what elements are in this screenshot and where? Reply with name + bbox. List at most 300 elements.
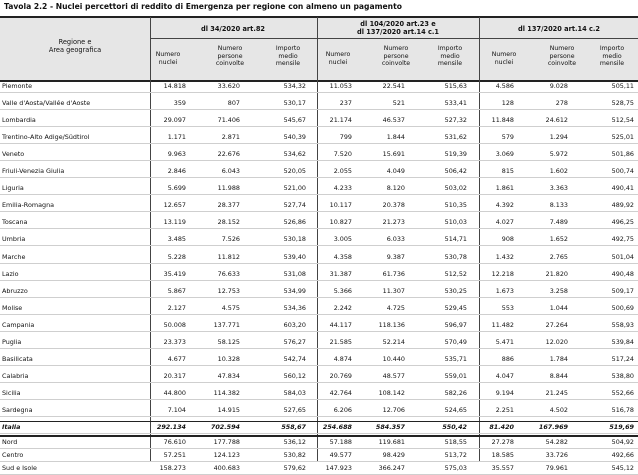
value-cell: 500,69: [611, 303, 634, 312]
value-cell: 237: [339, 99, 352, 108]
subheader-col-3-line2: medio: [278, 52, 298, 60]
row-separator: [0, 160, 638, 161]
row-separator: [0, 448, 638, 449]
value-cell: 366.247: [378, 464, 405, 472]
header-group-2-line2: dl 137/2020 art.14 c.1: [357, 28, 439, 36]
value-cell: 505,11: [611, 82, 634, 90]
subheader-col-1: [138, 51, 198, 66]
value-cell: 510,03: [444, 218, 467, 227]
value-cell: 527,74: [283, 201, 306, 210]
value-cell: 2.242: [333, 303, 352, 312]
value-cell: 13.119: [163, 218, 186, 227]
value-cell: 1.784: [549, 354, 568, 363]
value-cell: 98.429: [382, 451, 405, 459]
value-cell: 534,32: [283, 82, 306, 90]
value-cell: 5.699: [167, 184, 186, 193]
value-cell: 11.988: [217, 184, 240, 193]
region-label: Centro: [2, 451, 24, 459]
value-cell: 540,39: [283, 133, 306, 142]
subheader-col-2-line2: persone: [217, 52, 243, 60]
value-cell: 582,26: [444, 388, 467, 397]
value-cell: 530,18: [283, 235, 306, 244]
value-cell: 48.577: [382, 371, 405, 380]
value-cell: 539,40: [283, 252, 306, 261]
value-cell: 124.123: [213, 451, 240, 459]
subheader-col-7: [474, 51, 534, 66]
subheader-col-7-line2: nuclei: [494, 58, 514, 66]
subheader-col-5: [366, 45, 426, 68]
value-cell: 15.691: [382, 150, 405, 159]
value-cell: 504,92: [611, 438, 634, 446]
value-cell: 545,12: [611, 464, 634, 472]
value-cell: 2.765: [549, 252, 568, 261]
value-cell: 14.818: [163, 82, 186, 90]
value-cell: 559,01: [444, 371, 467, 380]
subheader-col-3-line3: mensile: [275, 60, 301, 68]
value-cell: 489,92: [611, 201, 634, 210]
subheader-col-9-line3: mensile: [599, 60, 625, 68]
region-label: Lazio: [2, 269, 19, 278]
value-cell: 515,63: [444, 82, 467, 90]
value-cell: 510,35: [444, 201, 467, 210]
value-cell: 4.027: [495, 218, 514, 227]
value-cell: 52.214: [382, 337, 405, 346]
value-cell: 147.923: [325, 464, 352, 472]
subheader-col-2-line3: coinvolte: [215, 60, 245, 68]
value-cell: 22.541: [382, 82, 405, 90]
header-region-line2: Area geografica: [48, 46, 102, 54]
value-cell: 7.104: [167, 405, 186, 414]
value-cell: 501,86: [611, 150, 634, 159]
value-cell: 177.788: [213, 438, 240, 446]
region-label: Piemonte: [2, 82, 33, 90]
header-region: [0, 38, 150, 54]
value-cell: 167.969: [538, 423, 568, 431]
value-cell: 21.245: [545, 388, 568, 397]
value-cell: 20.769: [329, 371, 352, 380]
row-separator: [0, 433, 638, 434]
value-cell: 11.812: [217, 252, 240, 261]
region-label: Emilia-Romagna: [2, 201, 55, 210]
value-cell: 519,39: [444, 150, 467, 159]
value-cell: 35.557: [491, 464, 514, 472]
value-cell: 21.585: [329, 337, 352, 346]
value-cell: 596,97: [444, 320, 467, 329]
row-separator: [0, 331, 638, 332]
region-label: Sardegna: [2, 405, 33, 414]
value-cell: 3.363: [549, 184, 568, 193]
value-cell: 513,72: [444, 451, 467, 459]
value-cell: 9.387: [386, 252, 405, 261]
value-cell: 506,42: [444, 167, 467, 176]
value-cell: 527,32: [444, 116, 467, 125]
value-cell: 11.848: [491, 116, 514, 125]
value-cell: 71.406: [217, 116, 240, 125]
value-cell: 520,05: [283, 167, 306, 176]
row-separator: [0, 280, 638, 281]
value-cell: 535,71: [444, 354, 467, 363]
value-cell: 2.251: [495, 405, 514, 414]
subheader-col-1-line2: nuclei: [158, 58, 178, 66]
region-label: Lombardia: [2, 116, 36, 125]
value-cell: 7.526: [221, 235, 240, 244]
value-cell: 114.382: [213, 388, 240, 397]
value-cell: 2.055: [333, 167, 352, 176]
region-label: Nord: [2, 438, 18, 446]
value-cell: 119.681: [378, 438, 405, 446]
row-separator: [0, 263, 638, 264]
region-label: Veneto: [2, 150, 25, 159]
region-label: Sud e Isole: [2, 464, 37, 472]
value-cell: 538,80: [611, 371, 634, 380]
value-cell: 58.125: [217, 337, 240, 346]
row-separator: [0, 245, 638, 246]
value-cell: 49.577: [329, 451, 352, 459]
value-cell: 14.915: [217, 405, 240, 414]
row-separator: [0, 109, 638, 110]
value-cell: 530,17: [283, 99, 306, 108]
row-separator: [0, 194, 638, 195]
value-cell: 530,78: [444, 252, 467, 261]
value-cell: 47.834: [217, 371, 240, 380]
value-cell: 28.152: [217, 218, 240, 227]
region-label: Friuli-Venezia Giulia: [2, 167, 65, 176]
header-group-3: [480, 25, 638, 33]
value-cell: 46.537: [382, 116, 405, 125]
value-cell: 33.726: [545, 451, 568, 459]
value-cell: 31.387: [329, 269, 352, 278]
subheader-col-8-line1: Numero: [549, 45, 575, 52]
subheader-col-1-line1: Numero: [155, 51, 181, 58]
header-group-2-line1: dl 104/2020 art.23 e: [360, 20, 436, 28]
subheader-col-2: [200, 45, 260, 68]
value-cell: 10.827: [329, 218, 352, 227]
subheader-col-9-line2: medio: [602, 52, 622, 60]
value-cell: 11.482: [491, 320, 514, 329]
value-cell: 799: [339, 133, 352, 142]
value-cell: 54.282: [545, 438, 568, 446]
value-cell: 23.373: [163, 337, 186, 346]
value-cell: 4.502: [549, 405, 568, 414]
value-cell: 254.688: [322, 423, 352, 431]
value-cell: 21.273: [382, 218, 405, 227]
region-label: Valle d'Aosta/Vallée d'Aoste: [2, 99, 91, 108]
value-cell: 2.871: [221, 133, 240, 142]
value-cell: 6.206: [333, 405, 352, 414]
value-cell: 10.440: [382, 354, 405, 363]
value-cell: 512,54: [611, 116, 634, 125]
value-cell: 44.800: [163, 388, 186, 397]
value-cell: 21.820: [545, 269, 568, 278]
value-cell: 6.043: [221, 167, 240, 176]
value-cell: 534,36: [283, 303, 306, 312]
subheader-col-5-line3: coinvolte: [381, 60, 411, 68]
row-separator: [0, 143, 638, 144]
region-label: Puglia: [2, 337, 22, 346]
subheader-col-6-line3: mensile: [437, 60, 463, 68]
region-label: Marche: [2, 252, 26, 261]
value-cell: 4.233: [333, 184, 352, 193]
value-cell: 12.706: [382, 405, 405, 414]
region-label: Umbria: [2, 235, 26, 244]
region-label: Basilicata: [2, 354, 33, 363]
value-cell: 534,62: [283, 150, 306, 159]
value-cell: 5.972: [549, 150, 568, 159]
value-cell: 76.610: [163, 438, 186, 446]
value-cell: 1.602: [549, 167, 568, 176]
subheader-col-4-line2: nuclei: [328, 58, 348, 66]
subheader-col-5-line2: persone: [383, 52, 409, 60]
value-cell: 509,17: [611, 286, 634, 295]
value-cell: 6.033: [386, 235, 405, 244]
value-cell: 76.633: [217, 269, 240, 278]
region-label: Toscana: [2, 218, 28, 227]
header-group-3-line1: dl 137/2020 art.14 c.2: [518, 25, 600, 33]
value-cell: 558,67: [281, 423, 306, 431]
value-cell: 492,75: [611, 235, 634, 244]
value-cell: 558,93: [611, 320, 634, 329]
value-cell: 1.044: [549, 303, 568, 312]
value-cell: 359: [173, 99, 186, 108]
value-cell: 512,52: [444, 269, 467, 278]
value-cell: 57.188: [329, 438, 352, 446]
row-separator: [0, 211, 638, 212]
value-cell: 27.278: [491, 438, 514, 446]
value-cell: 50.008: [163, 320, 186, 329]
subheader-col-9: [582, 45, 638, 68]
value-cell: 526,86: [283, 218, 306, 227]
row-separator: [0, 297, 638, 298]
header-region-line1: Regione e: [58, 38, 92, 46]
value-cell: 27.264: [545, 320, 568, 329]
value-cell: 521,00: [283, 184, 306, 193]
value-cell: 29.097: [163, 116, 186, 125]
region-label: Campania: [2, 320, 35, 329]
value-cell: 503,02: [444, 184, 467, 193]
value-cell: 552,66: [611, 388, 634, 397]
value-cell: 534,99: [283, 286, 306, 295]
value-cell: 490,41: [611, 184, 634, 193]
value-cell: 1.844: [386, 133, 405, 142]
value-cell: 33.620: [217, 82, 240, 90]
value-cell: 28.377: [217, 201, 240, 210]
value-cell: 519,69: [609, 423, 634, 431]
row-separator: [0, 177, 638, 178]
subheader-col-6-line2: medio: [440, 52, 460, 60]
value-cell: 886: [501, 354, 514, 363]
value-cell: 527,65: [283, 405, 306, 414]
value-cell: 57.251: [163, 451, 186, 459]
value-cell: 2.127: [167, 303, 186, 312]
value-cell: 18.585: [491, 451, 514, 459]
row-separator: [0, 416, 638, 417]
value-cell: 807: [227, 99, 240, 108]
value-cell: 4.586: [495, 82, 514, 90]
value-cell: 492,66: [611, 451, 634, 459]
value-cell: 20.378: [382, 201, 405, 210]
value-cell: 11.053: [329, 82, 352, 90]
subheader-col-6-line1: Importo: [437, 45, 463, 52]
value-cell: 128: [501, 99, 514, 108]
value-cell: 278: [555, 99, 568, 108]
value-cell: 4.677: [167, 354, 186, 363]
value-cell: 514,71: [444, 235, 467, 244]
value-cell: 525,01: [611, 133, 634, 142]
value-cell: 12.657: [163, 201, 186, 210]
value-cell: 24.612: [545, 116, 568, 125]
value-cell: 35.419: [163, 269, 186, 278]
value-cell: 5.366: [333, 286, 352, 295]
value-cell: 576,27: [283, 337, 306, 346]
subheader-col-7-line1: Numero: [491, 51, 517, 58]
value-cell: 7.520: [333, 150, 352, 159]
subheader-col-3-line1: Importo: [275, 45, 301, 52]
value-cell: 7.489: [549, 218, 568, 227]
value-cell: 10.328: [217, 354, 240, 363]
region-label: Sicilia: [2, 388, 21, 397]
value-cell: 4.047: [495, 371, 514, 380]
value-cell: 12.218: [491, 269, 514, 278]
value-cell: 12.753: [217, 286, 240, 295]
value-cell: 3.485: [167, 235, 186, 244]
value-cell: 1.432: [495, 252, 514, 261]
value-cell: 560,12: [283, 371, 306, 380]
row-separator: [0, 92, 638, 93]
value-cell: 908: [501, 235, 514, 244]
value-cell: 400.683: [213, 464, 240, 472]
row-separator: [0, 228, 638, 229]
value-cell: 584,03: [283, 388, 306, 397]
value-cell: 1.294: [549, 133, 568, 142]
subheader-col-8-line2: persone: [549, 52, 575, 60]
row-separator: [0, 399, 638, 400]
value-cell: 539,84: [611, 337, 634, 346]
subheader-col-6: [420, 45, 480, 68]
header-group-1-line1: dl 34/2020 art.82: [200, 25, 266, 33]
value-cell: 3.258: [549, 286, 568, 295]
value-cell: 570,49: [444, 337, 467, 346]
value-cell: 496,25: [611, 218, 634, 227]
value-cell: 815: [501, 167, 514, 176]
value-cell: 530,82: [283, 451, 306, 459]
value-cell: 4.575: [221, 303, 240, 312]
subheader-col-2-line1: Numero: [217, 45, 243, 52]
value-cell: 3.005: [333, 235, 352, 244]
value-cell: 4.358: [333, 252, 352, 261]
value-cell: 158.273: [159, 464, 186, 472]
value-cell: 500,74: [611, 167, 634, 176]
value-cell: 1.171: [167, 133, 186, 142]
header-group-2: [318, 20, 478, 36]
value-cell: 521: [392, 99, 405, 108]
value-cell: 545,67: [283, 116, 306, 125]
subheader-col-5-line1: Numero: [383, 45, 409, 52]
value-cell: 21.174: [329, 116, 352, 125]
value-cell: 292.134: [156, 423, 186, 431]
value-cell: 1.652: [549, 235, 568, 244]
row-separator: [0, 365, 638, 366]
region-label: Abruzzo: [2, 286, 28, 295]
value-cell: 517,24: [611, 354, 634, 363]
subheader-col-9-line1: Importo: [599, 45, 625, 52]
value-cell: 490,48: [611, 269, 634, 278]
row-separator: [0, 382, 638, 383]
value-cell: 1.673: [495, 286, 514, 295]
value-cell: 536,12: [283, 438, 306, 446]
value-cell: 5.228: [167, 252, 186, 261]
value-cell: 530,25: [444, 286, 467, 295]
value-cell: 553: [501, 303, 514, 312]
value-cell: 702.594: [210, 423, 240, 431]
value-cell: 81.420: [489, 423, 514, 431]
value-cell: 9.028: [549, 82, 568, 90]
value-cell: 79.961: [545, 464, 568, 472]
value-cell: 9.194: [495, 388, 514, 397]
value-cell: 550,42: [442, 423, 467, 431]
value-cell: 8.133: [549, 201, 568, 210]
region-label: Italia: [2, 423, 21, 431]
value-cell: 22.676: [217, 150, 240, 159]
value-cell: 2.846: [167, 167, 186, 176]
value-cell: 9.963: [167, 150, 186, 159]
value-cell: 10.117: [329, 201, 352, 210]
region-label: Molise: [2, 303, 23, 312]
value-cell: 108.142: [378, 388, 405, 397]
value-cell: 12.020: [545, 337, 568, 346]
subheader-col-8-line3: coinvolte: [547, 60, 577, 68]
value-cell: 528,75: [611, 99, 634, 108]
value-cell: 584.357: [375, 423, 405, 431]
value-cell: 575,03: [444, 464, 467, 472]
group-underline: [150, 38, 638, 39]
value-cell: 516,78: [611, 405, 634, 414]
value-cell: 531,08: [283, 269, 306, 278]
value-cell: 524,65: [444, 405, 467, 414]
value-cell: 137.771: [213, 320, 240, 329]
value-cell: 501,04: [611, 252, 634, 261]
value-cell: 42.764: [329, 388, 352, 397]
value-cell: 4.874: [333, 354, 352, 363]
value-cell: 4.392: [495, 201, 514, 210]
value-cell: 533,41: [444, 99, 467, 108]
value-cell: 118.136: [378, 320, 405, 329]
value-cell: 5.471: [495, 337, 514, 346]
value-cell: 4.725: [386, 303, 405, 312]
value-cell: 518,55: [444, 438, 467, 446]
value-cell: 3.069: [495, 150, 514, 159]
value-cell: 5.867: [167, 286, 186, 295]
total-top-rule: [0, 421, 638, 422]
value-cell: 44.117: [329, 320, 352, 329]
value-cell: 579: [501, 133, 514, 142]
value-cell: 542,74: [283, 354, 306, 363]
value-cell: 61.736: [382, 269, 405, 278]
row-separator: [0, 314, 638, 315]
value-cell: 529,45: [444, 303, 467, 312]
region-label: Calabria: [2, 371, 29, 380]
subheader-col-4-line1: Numero: [325, 51, 351, 58]
value-cell: 1.861: [495, 184, 514, 193]
table-title: Tavola 2.2 - Nuclei percettori di reddito di Emergenza per regione con almeno un pagamento: [4, 2, 402, 11]
row-separator: [0, 126, 638, 127]
header-group-1: [150, 25, 316, 33]
value-cell: 8.844: [549, 371, 568, 380]
value-cell: 603,20: [283, 320, 306, 329]
value-cell: 11.307: [382, 286, 405, 295]
value-cell: 8.120: [386, 184, 405, 193]
value-cell: 531,62: [444, 133, 467, 142]
region-label: Liguria: [2, 184, 24, 193]
